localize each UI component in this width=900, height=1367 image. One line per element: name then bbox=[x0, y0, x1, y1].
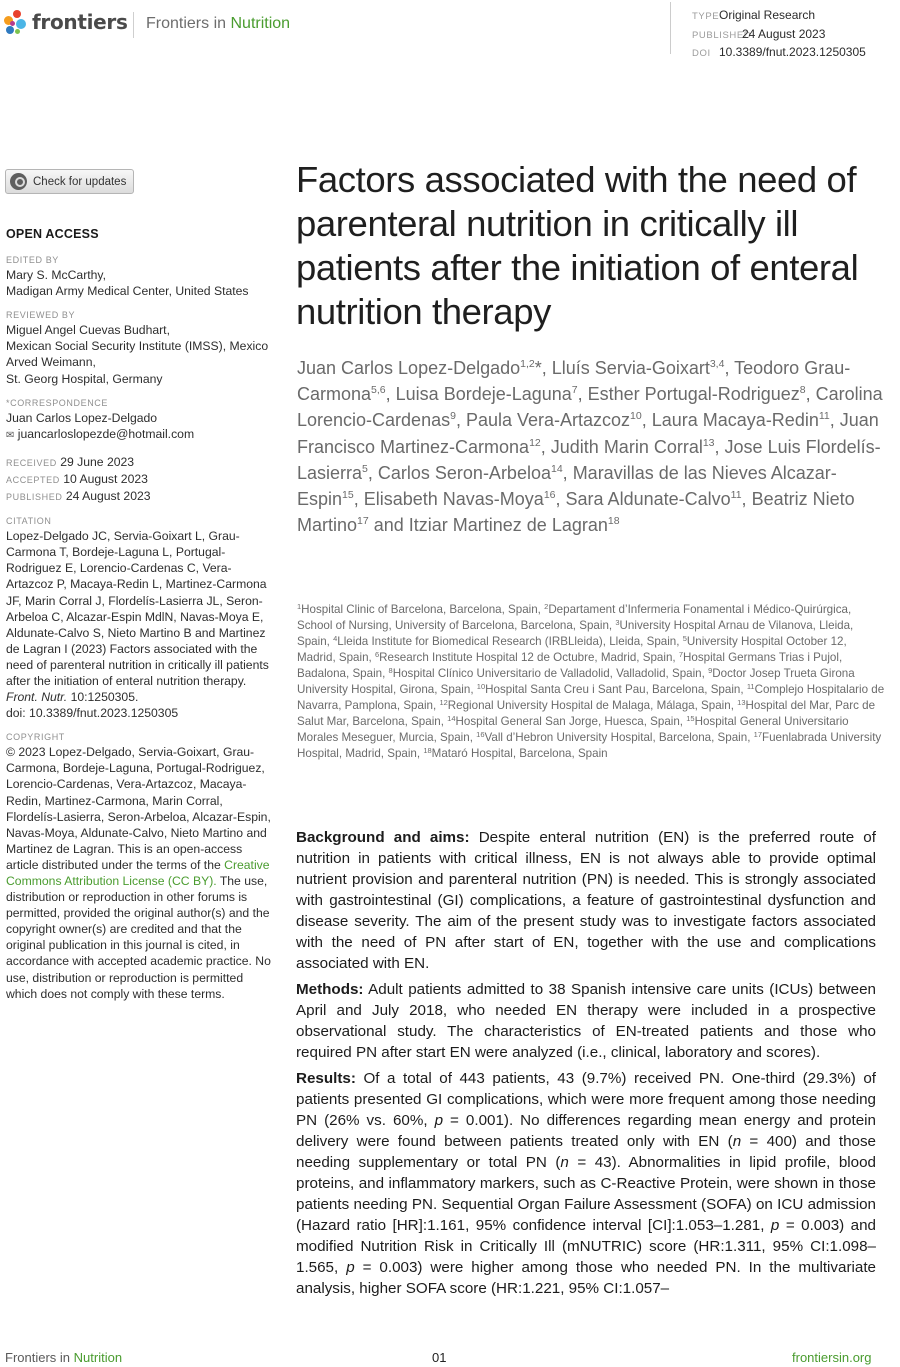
affiliation-number: 2 bbox=[544, 602, 549, 611]
author-name: Maravillas de las Nieves Alcazar-Espin bbox=[297, 462, 837, 510]
published-value: 24 August 2023 bbox=[742, 26, 826, 41]
methods-label: Methods: bbox=[296, 981, 364, 998]
author-affiliation-number: 8 bbox=[799, 384, 806, 397]
footer-journal[interactable] bbox=[5, 1350, 122, 1365]
dates bbox=[6, 454, 274, 505]
author-name: Teodoro Grau-Carmona bbox=[297, 358, 851, 405]
frontiers-wordmark: frontiers bbox=[32, 10, 128, 34]
author-affiliation-number: 17 bbox=[357, 515, 369, 528]
published-label: PUBLISHED bbox=[692, 29, 752, 41]
affiliation bbox=[375, 651, 676, 664]
author-name: Lluís Servia-Goixart bbox=[551, 358, 710, 378]
affiliation bbox=[447, 715, 683, 728]
published-label: PUBLISHED bbox=[6, 492, 63, 503]
reviewer-name: Miguel Angel Cuevas Budhart, bbox=[6, 323, 170, 338]
affiliation bbox=[439, 699, 733, 712]
author-name: Itziar Martinez de Lagran bbox=[408, 515, 608, 536]
citation-label: CITATION bbox=[6, 516, 52, 527]
reviewer-affiliation: St. Georg Hospital, Germany bbox=[6, 371, 163, 386]
reviewer-name: Arved Weimann, bbox=[6, 355, 96, 370]
author-affiliation-number: 16 bbox=[543, 489, 556, 502]
affiliation-number: 18 bbox=[423, 746, 432, 755]
author-name: Laura Macaya-Redin bbox=[651, 410, 819, 431]
author-name: Sara Aldunate-Calvo bbox=[565, 489, 731, 510]
author-affiliation-number: 15 bbox=[342, 489, 354, 502]
affiliation-text: Complejo Hospitalario de Navarra, Pamplona, Spain, bbox=[297, 683, 885, 712]
sidebar bbox=[6, 226, 274, 1002]
affiliation-text: Lleida Institute for Biomedical Research (IRBLleida), Lleida, Spain, bbox=[337, 635, 680, 648]
author-affiliation-number: 1,2 bbox=[520, 358, 535, 370]
results-segment: = 43). Abnormalities in lipid profile, blood proteins, and inflammatory markers, such as C-Reactive Protein, were shown in those patients needing PN. Sequential Organ Failure Assessment (SOFA) on ICU admission (Hazard ratio [HR]:1.161, 95% confidence interval [CI]:1.053–1.281, bbox=[296, 1154, 876, 1234]
citation-journal-line bbox=[6, 689, 274, 705]
affiliation-number: 6 bbox=[375, 650, 380, 659]
results-segment: = 0.001). No differences regarding mean energy and protein delivery were found between patients treated only with EN ( bbox=[296, 1112, 876, 1150]
author-name: Juan Carlos Lopez-Delgado bbox=[297, 358, 521, 378]
stat-symbol: p bbox=[346, 1259, 355, 1276]
doi-value[interactable]: 10.3389/fnut.2023.1250305 bbox=[719, 45, 866, 59]
affiliation-number: 9 bbox=[708, 666, 713, 675]
footer-journal-name: Nutrition bbox=[73, 1350, 123, 1365]
edited-by-affiliation: Madigan Army Medical Center, United States bbox=[6, 284, 249, 299]
reviewed-by-label: REVIEWED BY bbox=[6, 310, 76, 321]
correspondence-email[interactable]: juancarloslopezde@hotmail.com bbox=[17, 426, 195, 441]
refresh-icon bbox=[10, 173, 27, 190]
license-link[interactable]: Creative Commons Attribution License (CC BY). bbox=[6, 857, 270, 888]
correspondence-email-row[interactable] bbox=[6, 426, 274, 444]
frontiers-logo[interactable] bbox=[4, 10, 128, 34]
check-for-updates-button[interactable] bbox=[5, 169, 134, 194]
abstract-methods bbox=[296, 979, 876, 1063]
background-label: Background and aims: bbox=[296, 829, 470, 846]
author[interactable] bbox=[378, 463, 563, 483]
author-affiliation-number: 12 bbox=[529, 436, 541, 449]
author[interactable] bbox=[588, 384, 806, 404]
affiliation-text: Hospital General San Jorge, Huesca, Spain, bbox=[455, 715, 684, 728]
journal-name[interactable] bbox=[146, 15, 290, 33]
affiliation-number: 8 bbox=[388, 666, 393, 675]
article-title: Factors associated with the need of parenteral nutrition in critically ill patients after the initiation of enteral nutrition therapy bbox=[296, 159, 859, 332]
frontiers-logo-icon bbox=[4, 10, 26, 34]
author[interactable] bbox=[466, 410, 642, 430]
methods-text: Adult patients admitted to 38 Spanish intensive care units (ICUs) between April and July 2018, who needed EN therapy were included in a prospective observational study. The characteristics of EN-treated patients and those who required PN after start EN were analyzed (i.e., clinical, laboratory and scores). bbox=[296, 981, 876, 1061]
open-access-label: OPEN ACCESS bbox=[6, 227, 99, 241]
author-affiliation-number: 18 bbox=[607, 515, 620, 528]
affiliation-number: 3 bbox=[615, 618, 620, 627]
edited-by-label: EDITED BY bbox=[6, 255, 59, 266]
footer-journal-prefix: Frontiers in bbox=[5, 1350, 71, 1365]
citation-doi[interactable]: doi: 10.3389/fnut.2023.1250305 bbox=[6, 706, 179, 721]
accepted-date: 10 August 2023 bbox=[63, 471, 148, 486]
author-name: Carolina Lorencio-Cardenas bbox=[297, 384, 883, 431]
article-meta bbox=[692, 7, 866, 63]
author-affiliation-number: 11 bbox=[818, 410, 830, 423]
copyright-body: © 2023 Lopez-Delgado, Servia-Goixart, Grau-Carmona, Bordeje-Laguna, Portugal-Rodriguez, Lorencio-Cardenas, Vera-Artazcoz, Macaya-Redin, Martinez-Carmona, Marin Corral, Flordelís-Lasierra, Seron-Arbeloa, Alcazar-Espin, Navas-Moya, Aldunate-Calvo, Nieto Martino and Martinez de Lagran. This is an open-access article distributed under the terms of the bbox=[6, 745, 271, 872]
doi-label: DOI bbox=[692, 48, 711, 59]
affiliation-text: Hospital del Mar, Parc de Salut Mar, Barcelona, Spain, bbox=[297, 699, 876, 728]
results-label: Results: bbox=[296, 1070, 356, 1087]
affiliation-number: 7 bbox=[678, 650, 684, 659]
author-affiliation-number: 11 bbox=[730, 489, 742, 502]
affiliation bbox=[476, 731, 750, 744]
affiliation bbox=[423, 747, 607, 760]
received-label: RECEIVED bbox=[6, 457, 57, 468]
author-affiliation-number: 13 bbox=[702, 436, 715, 449]
author-affiliation-number: 10 bbox=[630, 410, 642, 423]
results-segment: = 0.003) and modified Nutrition Risk in Critically Ill (mNUTRIC) score (HR:1.311, 95% CI:1.098–1.565, bbox=[296, 1217, 876, 1276]
results-segment: = 400) and those needing supplementary or total PN ( bbox=[296, 1133, 877, 1171]
correspondence-name: Juan Carlos Lopez-Delgado bbox=[6, 410, 158, 425]
author[interactable] bbox=[297, 358, 542, 378]
journal-title: Nutrition bbox=[230, 15, 291, 32]
author[interactable] bbox=[566, 489, 742, 509]
corresponding-mark: * bbox=[534, 358, 542, 378]
envelope-icon: ✉ bbox=[6, 429, 15, 441]
author-affiliation-number: 5,6 bbox=[371, 384, 386, 397]
affiliation-text: Mataró Hospital, Barcelona, Spain bbox=[431, 747, 608, 760]
affiliation bbox=[389, 667, 705, 680]
stat-symbol: p bbox=[434, 1112, 444, 1129]
footer-site-link[interactable]: frontiersin.org bbox=[792, 1350, 872, 1365]
stat-symbol: n bbox=[732, 1133, 742, 1150]
header-vertical-rule bbox=[670, 2, 671, 54]
received-date: 29 June 2023 bbox=[60, 454, 135, 469]
results-segment: Of a total of 443 patients, 43 (9.7%) received PN. One-third (29.3%) of patients presented GI complications, which were more frequent among those needing PN (26% vs. 60%, bbox=[296, 1070, 876, 1129]
copyright-label: COPYRIGHT bbox=[6, 732, 65, 743]
affiliation-text: Regional University Hospital de Malaga, Málaga, Spain, bbox=[447, 699, 734, 712]
affiliation-text: Research Institute Hospital 12 de Octubre, Madrid, Spain, bbox=[379, 651, 676, 664]
copyright-text bbox=[6, 744, 274, 1002]
type-value: Original Research bbox=[719, 8, 816, 22]
abstract-results bbox=[296, 1068, 876, 1299]
author-name: Beatriz Nieto Martino bbox=[297, 489, 855, 536]
affiliation-number: 10 bbox=[476, 682, 486, 691]
results-segment: = 0.003) were higher among those who needed PN. In the multivariate analysis, higher SOFA score (HR:1.221, 95% CI:1.057– bbox=[296, 1259, 876, 1297]
affiliation-text: Hospital Clinic of Barcelona, Barcelona, Spain, bbox=[301, 603, 541, 616]
background-text: Despite enteral nutrition (EN) is the preferred route of nutrition in patients with critical illness, EN is not always able to provide optimal nutrient provision and parenteral nutrition (PN) is needed. This is strongly associated with gastrointestinal (GI) complications, a feature of gastrointestinal dysfunction and disease severity. The aim of the present study was to investigate factors associated with the need of PN after start of EN, together with the use and complications associated with EN. bbox=[296, 829, 876, 972]
correspondence-label: *CORRESPONDENCE bbox=[6, 397, 109, 408]
author[interactable] bbox=[552, 358, 725, 378]
header-divider bbox=[133, 12, 134, 38]
affiliation bbox=[297, 603, 541, 616]
type-label: TYPE bbox=[692, 11, 720, 22]
author[interactable] bbox=[409, 515, 620, 535]
author-name: Esther Portugal-Rodriguez bbox=[587, 384, 800, 405]
abstract bbox=[296, 827, 876, 1304]
author-name: Luisa Bordeje-Laguna bbox=[395, 384, 572, 405]
affiliation bbox=[333, 635, 679, 648]
affiliation-number: 17 bbox=[753, 730, 763, 739]
abstract-background bbox=[296, 827, 876, 974]
page-number: 01 bbox=[432, 1350, 447, 1365]
affiliation-text: Departament d’Infermeria Fonamental i Médico-Quirúrgica, School of Nursing, University of Barcelona, Barcelona, Spain, bbox=[297, 603, 852, 632]
affiliation-text: Hospital General Universitario Morales Meseguer, Murcia, Spain, bbox=[297, 715, 849, 744]
check-for-updates-label: Check for updates bbox=[33, 175, 127, 188]
author-name: Carlos Seron-Arbeloa bbox=[377, 462, 551, 483]
affiliation-number: 15 bbox=[686, 714, 695, 723]
affiliation-number: 16 bbox=[476, 730, 485, 739]
author-affiliation-number: 7 bbox=[571, 384, 578, 397]
affiliation-text: Fuenlabrada University Hospital, Madrid, Spain, bbox=[297, 731, 882, 760]
affiliation-number: 12 bbox=[439, 698, 448, 707]
affiliation-text: Hospital Santa Creu i Sant Pau, Barcelona, Spain, bbox=[485, 683, 744, 696]
author-name: Juan Francisco Martinez-Carmona bbox=[297, 410, 879, 457]
author-affiliation-number: 3,4 bbox=[709, 358, 725, 370]
author-affiliation-number: 9 bbox=[450, 410, 456, 423]
affiliation-number: 1 bbox=[297, 602, 302, 611]
author-affiliation-number: 5 bbox=[362, 462, 368, 475]
stat-symbol: n bbox=[560, 1154, 569, 1171]
affiliation-number: 5 bbox=[682, 634, 687, 643]
edited-by-name: Mary S. McCarthy, bbox=[6, 268, 106, 283]
author-affiliation-number: 14 bbox=[550, 462, 563, 475]
affiliation-number: 14 bbox=[447, 714, 456, 723]
author[interactable] bbox=[396, 384, 578, 404]
copyright-tail: The use, distribution or reproduction in other forums is permitted, provided the original author(s) and the copyright owner(s) are credited and that the original publication in this journal is cited, in accordance with accepted academic practice. No use, distribution or reproduction is permitted which does not comply with these terms. bbox=[6, 874, 271, 1001]
affiliation-list bbox=[297, 602, 887, 762]
affiliation bbox=[477, 683, 744, 696]
citation-journal: Front. Nutr. bbox=[6, 690, 68, 705]
journal-prefix: Frontiers in bbox=[146, 15, 227, 32]
affiliation-number: 4 bbox=[333, 634, 338, 643]
accepted-label: ACCEPTED bbox=[6, 474, 60, 485]
affiliation-text: University Hospital October 12, Madrid, Spain, bbox=[297, 635, 847, 664]
citation-volume: 10:1250305. bbox=[70, 690, 139, 705]
author[interactable] bbox=[652, 410, 830, 430]
author-name: Elisabeth Navas-Moya bbox=[363, 489, 544, 510]
affiliation-number: 11 bbox=[746, 682, 755, 691]
reviewer-affiliation: Mexican Social Security Institute (IMSS), Mexico bbox=[6, 339, 269, 354]
author[interactable] bbox=[551, 437, 715, 457]
author[interactable] bbox=[364, 489, 556, 509]
affiliation-text: Hospital Clínico Universitario de Valladolid, Valladolid, Spain, bbox=[392, 667, 705, 680]
author-name: Judith Marin Corral bbox=[550, 436, 703, 457]
authors-joiner: and bbox=[368, 515, 409, 536]
author-list: Juan Carlos Lopez-Delgado$^{1,2}$*, Lluís Servia-Goixart$^{3,4}$, Teodoro Grau-Carmona$^{5,6}$, Luisa Bordeje-Laguna$^7$, Esther Portugal-Rodriguez$^8$, Carolina Lorencio-Cardenas$^9$, Paula Vera-Artazcoz$^{10}$, Laura Macaya-Redin$^{11}$, Juan Francisco Martinez-Carmona$^{12}$, Judith Marin Corral$^{13}$, Jose Luis Flordelís-Lasierra$^5$, Carlos Seron-Arbeloa$^{14}$, Maravillas de las Nieves Alcazar-Espin$^{15}$, Elisabeth Navas-Moya$^{16}$, Sara Aldunate-Calvo$^{11}$, Beatriz Nieto Martino$^{17}$ and Itziar Martinez de Lagran$^{18}$ bbox=[297, 358, 883, 536]
affiliation-text: Hospital Germans Trias i Pujol, Badalona, Spain, bbox=[297, 651, 843, 680]
author-name: Paula Vera-Artazcoz bbox=[465, 410, 631, 431]
stat-symbol: p bbox=[770, 1217, 780, 1234]
citation-text: Lopez-Delgado JC, Servia-Goixart L, Grau-Carmona T, Bordeje-Laguna L, Portugal-Rodriguez E, Lorencio-Cardenas C, Vera-Artazcoz P, Macaya-Redin L, Martinez-Carmona JF, Marin Corral J, Flordelís-Lasierra JL, Seron-Arbeloa C, Alcazar-Espin MdlN, Navas-Moya E, Aldunate-Calvo S, Nieto Martino B and Martinez de Lagran I (2023) Factors associated with the need of parenteral nutrition in critically ill patients after the initiation of enteral nutrition therapy. bbox=[6, 529, 269, 688]
results-text bbox=[296, 1070, 876, 1297]
affiliation-text: Doctor Josep Trueta Girona University Hospital, Girona, Spain, bbox=[297, 667, 855, 696]
affiliation-text: University Hospital Arnau de Vilanova, Lleida, Spain, bbox=[297, 619, 854, 648]
affiliation-text: Vall d’Hebron University Hospital, Barcelona, Spain, bbox=[484, 731, 751, 744]
published-date: 24 August 2023 bbox=[65, 489, 151, 504]
affiliation-number: 13 bbox=[737, 698, 746, 707]
author-name: Jose Luis Flordelís-Lasierra bbox=[297, 436, 881, 483]
